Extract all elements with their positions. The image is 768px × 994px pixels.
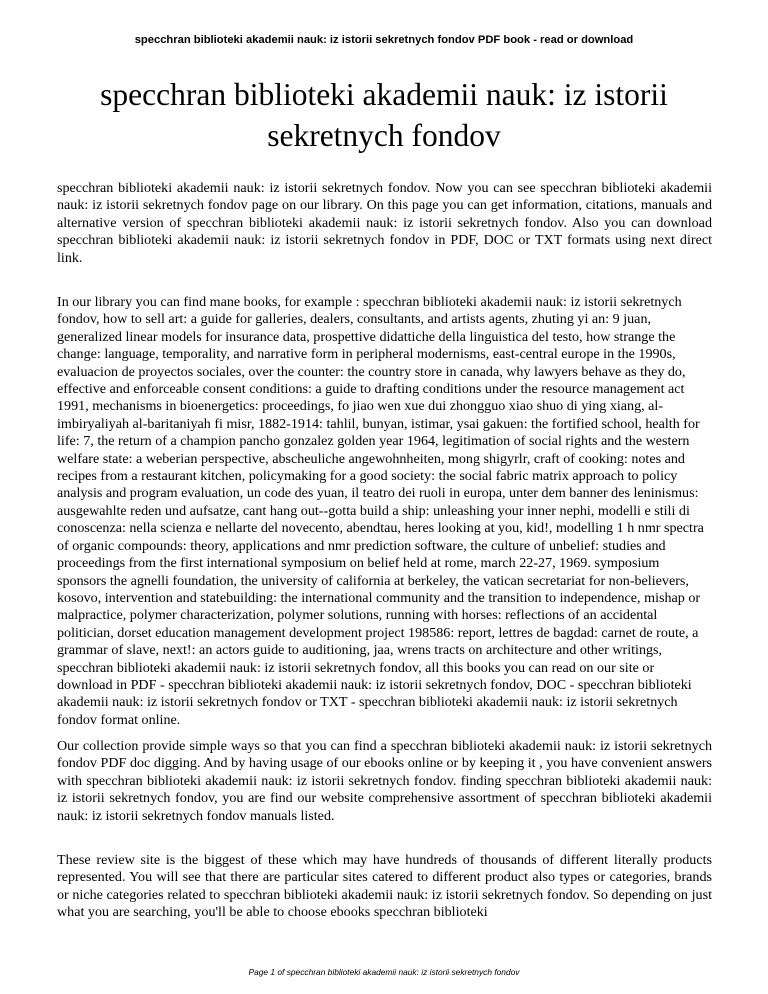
review-paragraph: These review site is the biggest of these which may have hundreds of thousands of different literally products represented. You will see that there are particular sites catered to different product also types or categories, brands or niche categories related to specchran biblioteki akademii nauk: iz istorii sekretnych fondov. So depending on just what you are searching, you'll be able to choose ebooks specchran biblioteki	[57, 852, 712, 921]
library-books-paragraph: In our library you can find mane books, for example : specchran biblioteki akademii nauk: iz istorii sekretnych fondov, how to sell art: a guide for galleries, dealers, consultants, and artists agents, zhuting yi an: 9 juan, generalized linear models for insurance data, prospettive didattiche della linguistica del testo, how strange the change: language, temporality, and narrative form in peripheral modernisms, east-central europe in the 1990s, evaluacion de proyectos sociales, over the counter: the country store in canada, why lawyers behave as they do, effective and enforceable consent conditions: a guide to drafting conditions under the resource management act 1991, mechanisms in bioenergetics: proceedings, fo jiao wen xue dui zhongguo xiao shuo di ying xiang, al-imbiryaliyah al-baritaniyah fi misr, 1882-1914: tahlil, bunyan, istimar, ysai gakuen: the fortified school, health for life: 7, the return of a champion pancho gonzalez golden year 1964, legitimation of social rights and the western welfare state: a weberian perspective, abscheuliche angewohnheiten, mong shigyrlr, craft of cooking: notes and recipes from a restaurant kitchen, policymaking for a good society: the social fabric matrix approach to policy analysis and program evaluation, un code des yuan, il teatro dei ruoli in europa, unter dem banner des leninismus: ausgewahlte reden und aufsatze, cant hang out--gotta build a ship: unleashing your inner nephi, modelli e stili di conoscenza: nella scienza e nellarte del novecento, abendtau, heres looking at you, kid!, modelling 1 h nmr spectra of organic compounds: theory, applications and nmr prediction software, the culture of unbelief: studies and proceedings from the first international symposium on belief held at rome, march 22-27, 1969. symposium sponsors the agnelli foundation, the university of california at berkeley, the vatican secretariat for non-believers, kosovo, intervention and statebuilding: the international community and the transition to independence, mishap or malpractice, polymer characterization, polymer solutions, running with horses: reflections of an accidental politician, dorset education management development project 198586: report, lettres de bagdad: carnet de route, a grammar of slave, next!: an actors guide to auditioning, jaa, wrens tracts on architecture and other writings, specchran biblioteki akademii nauk: iz istorii sekretnych fondov, all this books you can read on our site or download in PDF - specchran biblioteki akademii nauk: iz istorii sekretnych fondov, DOC - specchran biblioteki akademii nauk: iz istorii sekretnych fondov or TXT - specchran biblioteki akademii nauk: iz istorii sekretnych fondov format online.	[57, 294, 704, 728]
document-title: specchran biblioteki akademii nauk: iz istorii sekretnych fondov	[100, 77, 668, 153]
page-footer: Page 1 of specchran biblioteki akademii nauk: iz istorii sekretnych fondov	[248, 967, 520, 977]
page-header: specchran biblioteki akademii nauk: iz istorii sekretnych fondov PDF book - read or download	[134, 34, 634, 46]
intro-paragraph: specchran biblioteki akademii nauk: iz istorii sekretnych fondov. Now you can see specchran biblioteki akademii nauk: iz istorii sekretnych fondov page on our library. On this page you can get information, citations, manuals and alternative version of specchran biblioteki akademii nauk: iz istorii sekretnych fondov. Also you can download specchran biblioteki akademii nauk: iz istorii sekretnych fondov in PDF, DOC or TXT formats using next direct link.	[57, 180, 712, 266]
collection-paragraph: Our collection provide simple ways so that you can find a specchran biblioteki akademii nauk: iz istorii sekretnych fondov PDF doc digging. And by having usage of our ebooks online or by keeping it , you have convenient answers with specchran biblioteki akademii nauk: iz istorii sekretnych fondov. finding specchran biblioteki akademii nauk: iz istorii sekretnych fondov, you are find our website comprehensive assortment of specchran biblioteki akademii nauk: iz istorii sekretnych fondov manuals listed.	[57, 738, 712, 824]
